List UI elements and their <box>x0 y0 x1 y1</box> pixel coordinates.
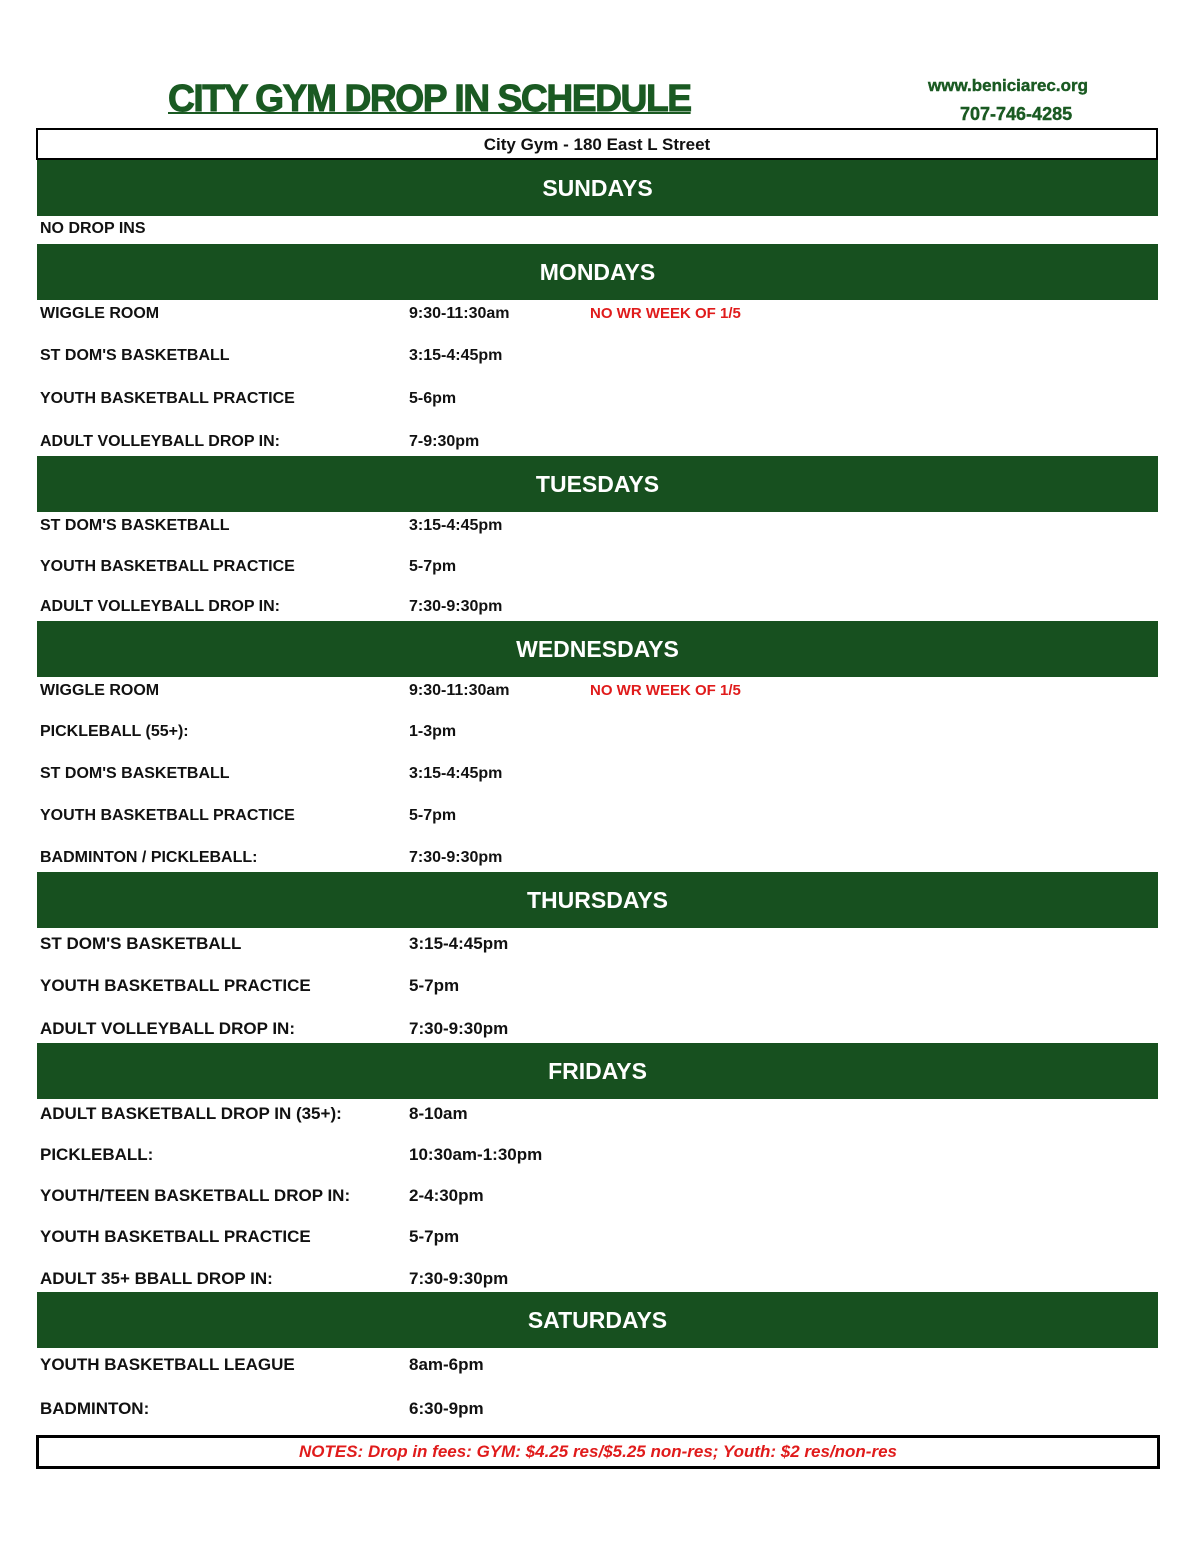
day-header-sundays: SUNDAYS <box>37 160 1158 216</box>
day-header-fridays: FRIDAYS <box>37 1043 1158 1099</box>
schedule-row <box>40 1355 1150 1377</box>
notes-box: NOTES: Drop in fees: GYM: $4.25 res/$5.25 non-res; Youth: $2 res/non-res <box>36 1435 1160 1469</box>
schedule-row <box>40 976 1150 998</box>
activity-time: 9:30-11:30am <box>409 682 510 699</box>
activity-name: YOUTH BASKETBALL PRACTICE <box>40 390 295 407</box>
activity-time: 5-7pm <box>409 807 457 824</box>
schedule-row <box>40 1269 1150 1291</box>
activity-name: ST DOM'S BASKETBALL <box>40 347 230 364</box>
activity-name: ST DOM'S BASKETBALL <box>40 765 230 782</box>
phone-number: 707-746-4285 <box>960 104 1073 124</box>
activity-name: BADMINTON / PICKLEBALL: <box>40 849 258 866</box>
activity-time: 9:30-11:30am <box>409 305 510 322</box>
day-header-mondays: MONDAYS <box>37 244 1158 300</box>
schedule-row <box>40 1145 1150 1167</box>
activity-time: 3:15-4:45pm <box>409 517 503 534</box>
day-header-wednesdays: WEDNESDAYS <box>37 621 1158 677</box>
activity-name: PICKLEBALL (55+): <box>40 723 189 740</box>
activity-time: 10:30am-1:30pm <box>409 1145 543 1164</box>
activity-time: 3:15-4:45pm <box>409 347 503 364</box>
schedule-row <box>40 1019 1150 1041</box>
activity-time: 7:30-9:30pm <box>409 849 503 866</box>
location-box: City Gym - 180 East L Street <box>36 128 1158 160</box>
schedule-row <box>40 849 1150 871</box>
schedule-row <box>40 347 1150 369</box>
activity-note: NO WR WEEK OF 1/5 <box>590 682 741 699</box>
activity-name: ST DOM'S BASKETBALL <box>40 517 230 534</box>
activity-name: YOUTH BASKETBALL PRACTICE <box>40 807 295 824</box>
schedule-row <box>40 934 1150 956</box>
schedule-row <box>40 807 1150 829</box>
schedule-row <box>40 558 1150 580</box>
day-header-thursdays: THURSDAYS <box>37 872 1158 928</box>
activity-time: 2-4:30pm <box>409 1186 484 1205</box>
activity-time: 1-3pm <box>409 723 457 740</box>
activity-time: 6:30-9pm <box>409 1399 484 1418</box>
activity-time: 5-7pm <box>409 976 460 995</box>
schedule-row <box>40 220 1150 242</box>
schedule-row <box>40 598 1150 620</box>
activity-time: 5-7pm <box>409 1227 460 1246</box>
website-link[interactable]: www.beniciarec.org <box>928 76 1088 95</box>
schedule-row <box>40 1399 1150 1421</box>
activity-name: YOUTH BASKETBALL PRACTICE <box>40 558 295 575</box>
activity-time: 8-10am <box>409 1104 468 1123</box>
schedule-row <box>40 305 1150 327</box>
activity-name: YOUTH/TEEN BASKETBALL DROP IN: <box>40 1186 351 1205</box>
activity-name: WIGGLE ROOM <box>40 305 160 322</box>
schedule-row <box>40 682 1150 704</box>
schedule-row <box>40 1227 1150 1249</box>
page-title: CITY GYM DROP IN SCHEDULE <box>168 78 691 120</box>
schedule-row <box>40 1104 1150 1126</box>
activity-name: ADULT 35+ BBALL DROP IN: <box>40 1269 273 1288</box>
schedule-row <box>40 390 1150 412</box>
activity-name: ADULT VOLLEYBALL DROP IN: <box>40 433 280 450</box>
day-header-tuesdays: TUESDAYS <box>37 456 1158 512</box>
activity-time: 7:30-9:30pm <box>409 1269 509 1288</box>
activity-note: NO WR WEEK OF 1/5 <box>590 305 741 322</box>
activity-time: 3:15-4:45pm <box>409 765 503 782</box>
activity-time: 8am-6pm <box>409 1355 484 1374</box>
activity-name: ADULT VOLLEYBALL DROP IN: <box>40 1019 295 1038</box>
activity-time: 5-7pm <box>409 558 457 575</box>
activity-time: 7:30-9:30pm <box>409 1019 509 1038</box>
activity-time: 5-6pm <box>409 390 457 407</box>
schedule-row <box>40 517 1150 539</box>
activity-name: BADMINTON: <box>40 1399 150 1418</box>
activity-name: ADULT BASKETBALL DROP IN (35+): <box>40 1104 342 1123</box>
schedule-row <box>40 765 1150 787</box>
schedule-row <box>40 723 1150 745</box>
day-header-saturdays: SATURDAYS <box>37 1292 1158 1348</box>
activity-name: PICKLEBALL: <box>40 1145 154 1164</box>
activity-name: WIGGLE ROOM <box>40 682 160 699</box>
activity-name: ADULT VOLLEYBALL DROP IN: <box>40 598 280 615</box>
activity-name: YOUTH BASKETBALL LEAGUE <box>40 1355 295 1374</box>
activity-name: YOUTH BASKETBALL PRACTICE <box>40 976 311 995</box>
schedule-row <box>40 433 1150 455</box>
activity-time: 7:30-9:30pm <box>409 598 503 615</box>
activity-time: 3:15-4:45pm <box>409 934 509 953</box>
activity-name: ST DOM'S BASKETBALL <box>40 934 242 953</box>
activity-name: NO DROP INS <box>40 220 146 237</box>
activity-name: YOUTH BASKETBALL PRACTICE <box>40 1227 311 1246</box>
schedule-row <box>40 1186 1150 1208</box>
activity-time: 7-9:30pm <box>409 433 480 450</box>
